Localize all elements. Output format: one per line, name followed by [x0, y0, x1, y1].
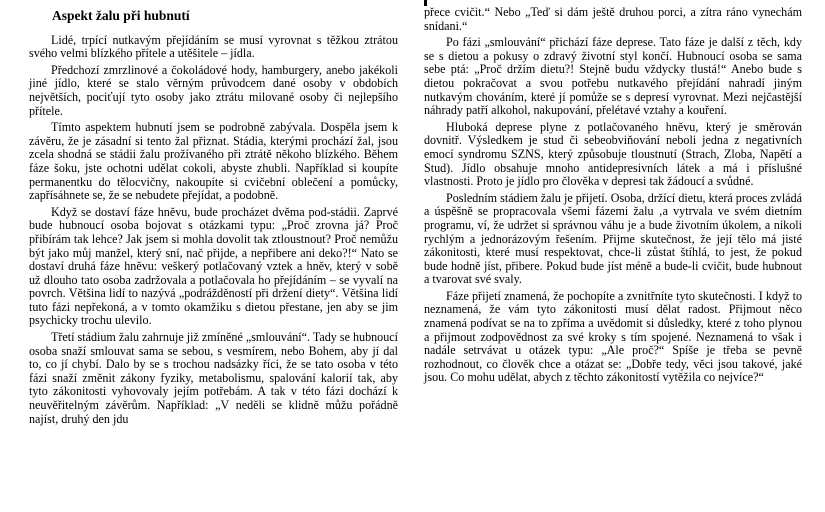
left-column — [29, 6, 398, 429]
paragraph-bargaining-continuation: přece cvičit.“ Nebo „Teď si dám ještě druhou porci, a zítra ráno vynechám snídani.“ — [424, 5, 802, 33]
paragraph-anger-phase: Když se dostaví fáze hněvu, bude procházet dvěma pod-stádii. Zaprvé bude hubnoucí osoba bojovat s otázkami typu: „Proč zrovna já? Proč přibírám tak lehce? Jak jsem si mohla dovolit tak ztloustnout? Proč nemůžu být jako můj manžel, který sní, nač přijde, a nepřibere ani deko?!“ Nato se dostaví druhá fáze hněvu: veškerý potlačovaný vztek a hněv, který v sobě už dlouho tato osoba zadržovala a potlačovala ho přejídáním – se vyvalí na povrch. Většina lidí to nazývá „podrážděností při držení diety“. Většina lidí tuto fázi nepřekoná, a v tomto okamžiku s dietou přestane, jen aby se jim psychicky trochu ulevilo. — [29, 204, 398, 328]
paragraph-deep-depression: Hluboká deprese plyne z potlačovaného hněvu, který je směrován dovnitř. Výsledkem je stud či sebeobviňování neboli jedna z negativních emocí syndromu SZNS, který způsobuje tloustnutí (Strach, Zloba, Napětí a Stud). Jídlo obsahuje mnoho antidepresivních látek a má i příslušné vlastnosti. Proto je jídlo pro člověka v depresi tak žádoucí a svůdné. — [424, 119, 802, 189]
paragraph-depression-phase: Po fázi „smlouvání“ přichází fáze deprese. Tato fáze je další z těch, kdy se s dietou a pokusy o zdravý životní styl končí. Hubnoucí osoba se sama sebe ptá: „Proč držím dietu?! Stejně budu vždycky tlustá!“ Anebo bude s dietou pokračovat a svou potřebu nutkavého přejídání nahradí jiným nutkavým chováním, které jí pomůže se s depresí vyrovnat. Mezi nejčastější náhrady patří alkohol, nakupování, přelétavé vztahy a kouření. — [424, 35, 802, 118]
paragraph-acceptance-meaning: Fáze přijetí znamená, že pochopíte a zvnitřníte tyto skutečnosti. I když to neznamená, že vám tyto zákonitosti musí dělat radost. Přijmout něco znamená podívat se na to zpříma a uvědomit si důsledky, které z toho plynou a přijmout zodpovědnost za své kroky s tím spojené. Neznamená to však i nadále setrvávat u otázek typu: „Ale proč?“ Spíše je třeba se pevně rozhodnout, co člověk chce a otázat se: „Dobře tedy, věci jsou takové, jaké jsou. Co mohu udělat, abych z těchto zákonitostí vytěžila co nejvíce?“ — [424, 288, 802, 385]
paragraph-acceptance-phase: Posledním stádiem žalu je přijetí. Osoba, držící dietu, která proces zvládá a úspěšně se propracovala všemi fázemi žalu ‚a vytrvala ve svém dietním programu, ví, že udržet si správnou váhu je a bude životním úkolem, a nikoli rychlým a jednorázovým řešením. Přijme skutečnost, že její tělo má jisté zákonitosti, které musí respektovat, chce-li zůstat štíhlá, to jest, že pokud bude hodně jíst, přibere. Pokud bude jíst méně a bude-li cvičit, bude hubnout a tvarovat své svaly. — [424, 190, 802, 287]
right-column — [424, 6, 802, 388]
paragraph-loss: Lidé, trpící nutkavým přejídáním se musí vyrovnat s těžkou ztrátou svého velmi blízkého přítele a utěšitele – jídla. — [29, 32, 398, 61]
paragraph-shock-phase: Tímto aspektem hubnutí jsem se podrobně zabývala. Dospěla jsem k závěru, že je zásadní si tento žal přiznat. Stádia, kterými prochází žal, jsou zcela shodná se stádii žalu prožívaného při ztrátě někoho blízkého. Během fáze šoku, jste ochotni udělat cokoli, abyste zhubli. Například si koupíte permanentku do tělocvičny, nakoupíte si cvičební oblečení a pomůcky, zapřísáhnete se, že se nebudete přejídat, a podobně. — [29, 120, 398, 203]
paragraph-food-friend: Předchozí zmrzlinové a čokoládové hody, hamburgery, anebo jakékoli jiné jídlo, které se stalo věrným průvodcem dané osoby v obdobích největších, pociťují tyto osoby jako ztrátu milované osoby či nejlepšího přítele. — [29, 62, 398, 118]
article-title: Aspekt žalu při hubnutí — [52, 8, 190, 23]
paragraph-bargaining-phase: Třetí stádium žalu zahrnuje již zmíněné „smlouvání“. Tady se hubnoucí osoba snaží smlouvat sama se sebou, s vesmírem, nebo Bohem, aby jí dal to, co jí chybí. Dalo by se s trochou nadsázky říci, že se tato osoba v této fázi snaží změnit zákony fyziky, metabolismu, spalování kalorií tak, aby tyto zákonitosti vyhovovaly jejím potřebám. A tak v této fázi dochází k neuvěřitelným závěrům. Například: „V neděli se klidně můžu pořádně najíst, druhý den jdu — [29, 330, 398, 426]
